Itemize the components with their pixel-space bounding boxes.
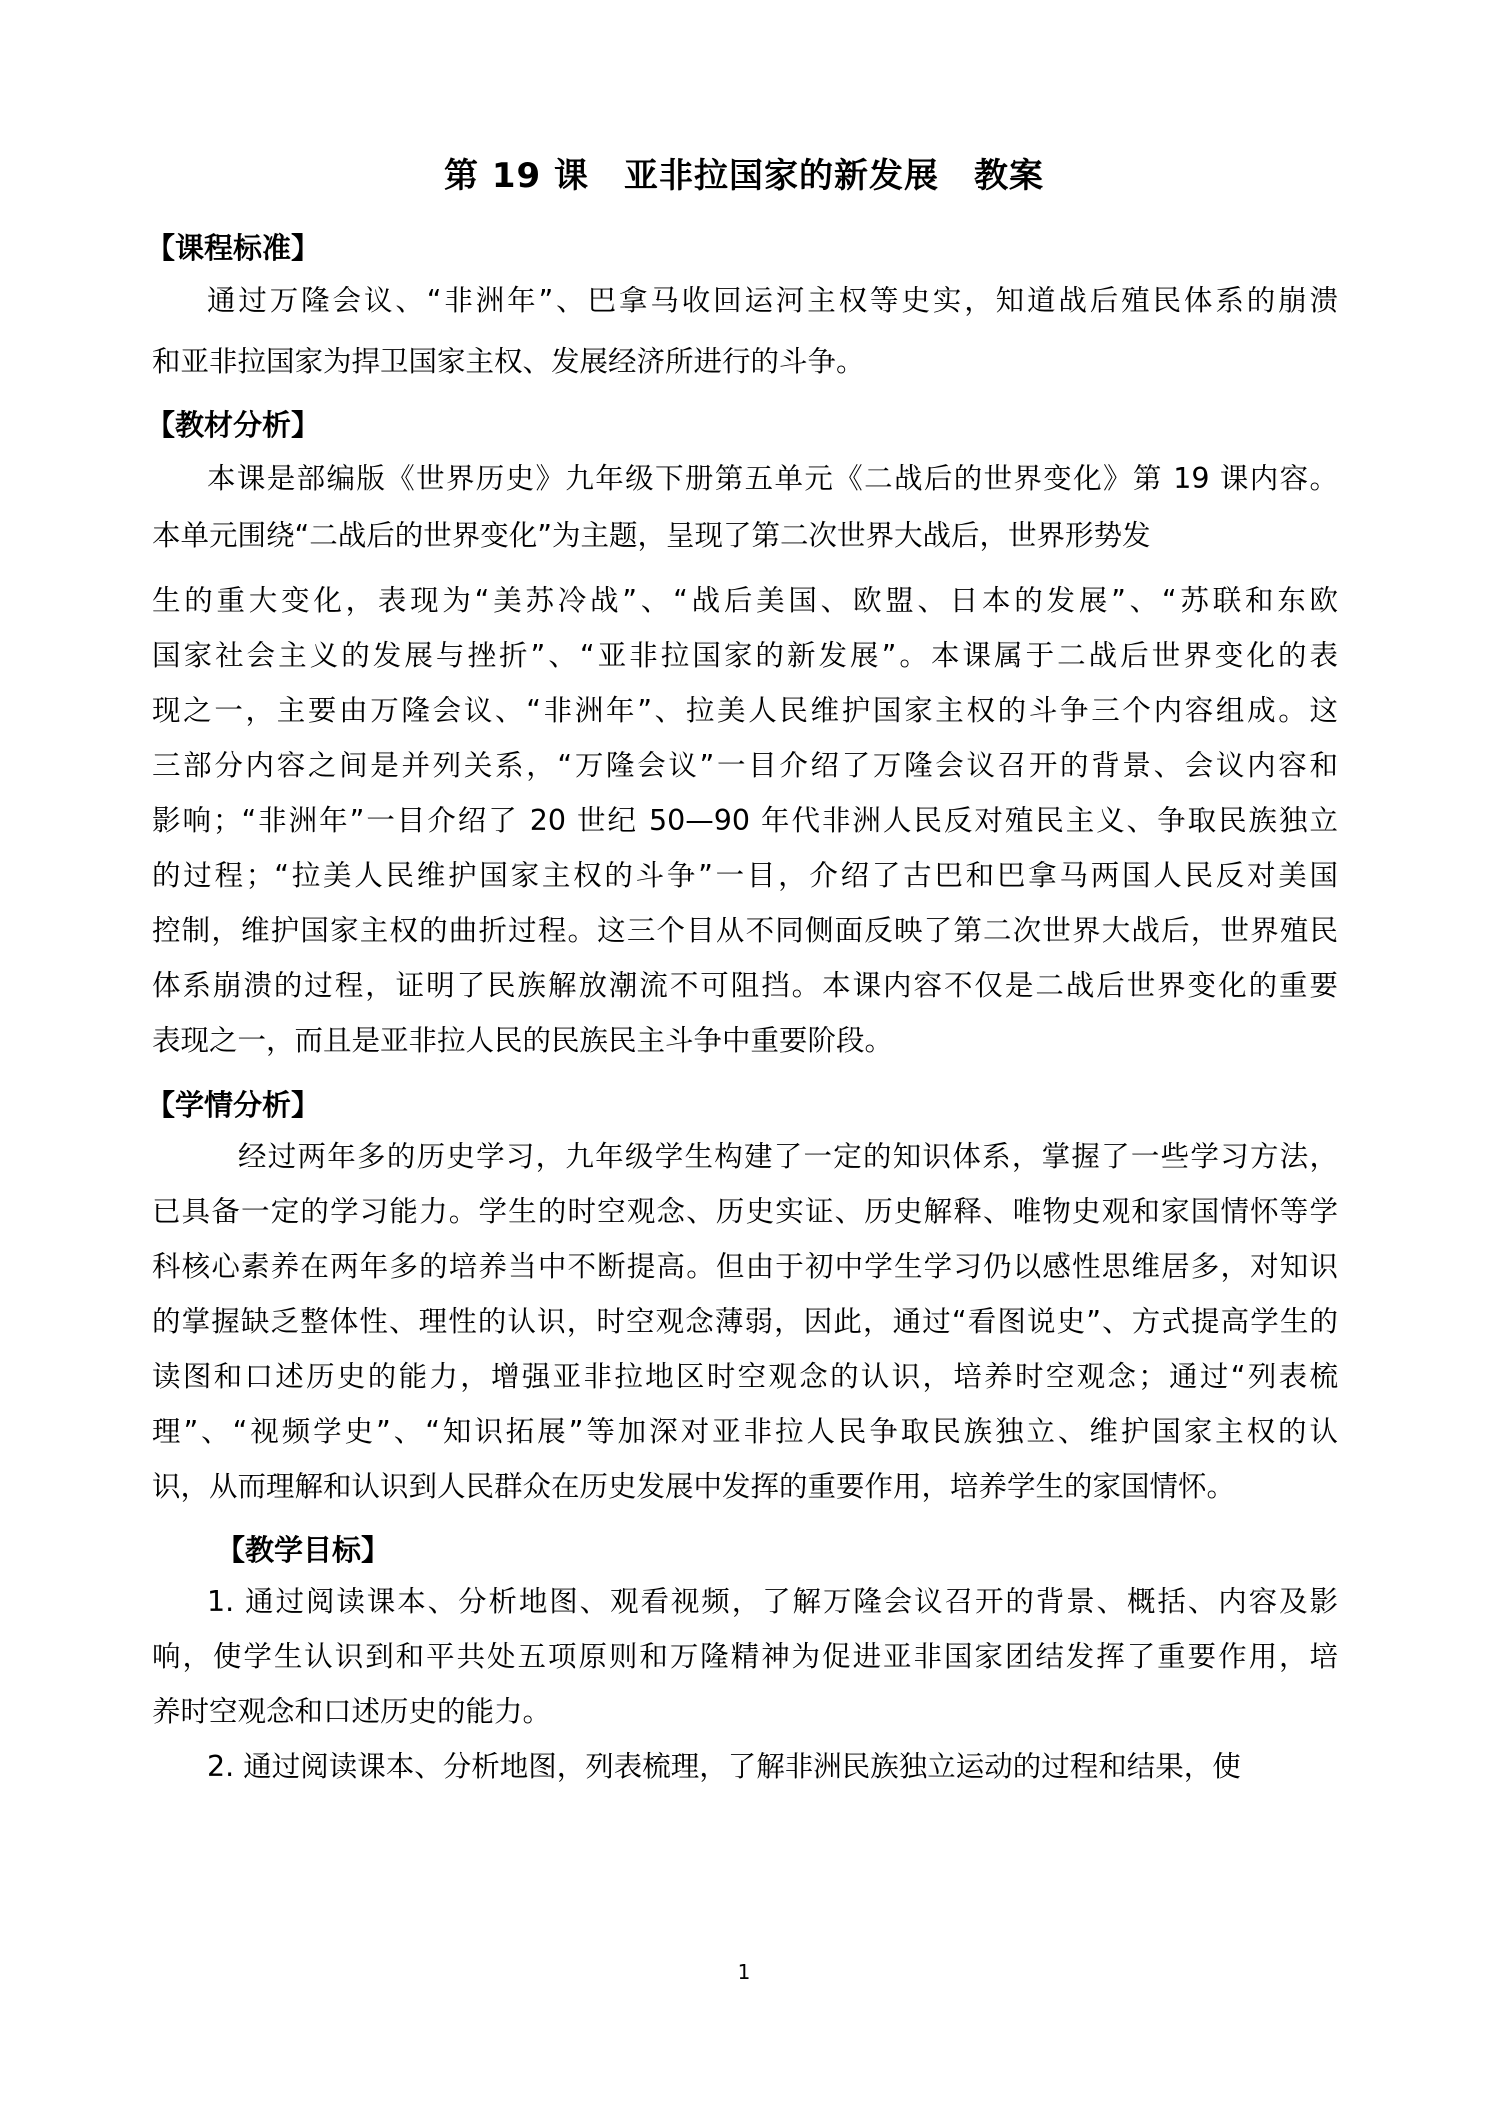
paragraph-line: 的掌握缺乏整体性、理性的认识，时空观念薄弱，因此，通过“看图说史”、方式提高学生的 xyxy=(152,1305,1338,1338)
paragraph-line: 本单元围绕“二战后的世界变化”为主题，呈现了第二次世界大战后，世界形势发 xyxy=(152,519,1151,552)
paragraph-line: 理”、“视频学史”、“知识拓展”等加深对亚非拉人民争取民族独立、维护国家主权的认 xyxy=(152,1415,1338,1448)
section-heading-course-standard: 【课程标准】 xyxy=(146,231,321,265)
section-heading-teaching-goals: 【教学目标】 xyxy=(216,1533,391,1567)
document-title: 第 19 课 亚非拉国家的新发展 教案 xyxy=(444,156,1044,196)
paragraph-line: 体系崩溃的过程，证明了民族解放潮流不可阻挡。本课内容不仅是二战后世界变化的重要 xyxy=(152,969,1338,1002)
paragraph-line: 本课是部编版《世界历史》九年级下册第五单元《二战后的世界变化》第 19 课内容。 xyxy=(207,462,1338,495)
paragraph-line: 和亚非拉国家为捍卫国家主权、发展经济所进行的斗争。 xyxy=(152,345,865,378)
section-heading-student-analysis: 【学情分析】 xyxy=(146,1088,321,1122)
paragraph-line: 识，从而理解和认识到人民群众在历史发展中发挥的重要作用，培养学生的家国情怀。 xyxy=(152,1470,1236,1503)
paragraph-line: 2. 通过阅读课本、分析地图，列表梳理，了解非洲民族独立运动的过程和结果，使 xyxy=(207,1750,1241,1783)
paragraph-line: 经过两年多的历史学习，九年级学生构建了一定的知识体系，掌握了一些学习方法， xyxy=(238,1140,1338,1173)
paragraph-line: 养时空观念和口述历史的能力。 xyxy=(152,1695,552,1728)
paragraph-line: 1. 通过阅读课本、分析地图、观看视频，了解万隆会议召开的背景、概括、内容及影 xyxy=(207,1585,1338,1618)
paragraph-line: 响，使学生认识到和平共处五项原则和万隆精神为促进亚非国家团结发挥了重要作用，培 xyxy=(152,1640,1338,1673)
page-number: 1 xyxy=(737,1960,751,1984)
paragraph-line: 已具备一定的学习能力。学生的时空观念、历史实证、历史解释、唯物史观和家国情怀等学 xyxy=(152,1195,1338,1228)
paragraph-line: 科核心素养在两年多的培养当中不断提高。但由于初中学生学习仍以感性思维居多，对知识 xyxy=(152,1250,1338,1283)
paragraph-line: 控制，维护国家主权的曲折过程。这三个目从不同侧面反映了第二次世界大战后，世界殖民 xyxy=(152,914,1338,947)
paragraph-line: 国家社会主义的发展与挫折”、“亚非拉国家的新发展”。本课属于二战后世界变化的表 xyxy=(152,639,1338,672)
paragraph-line: 通过万隆会议、“非洲年”、巴拿马收回运河主权等史实，知道战后殖民体系的崩溃 xyxy=(207,284,1338,317)
paragraph-line: 现之一，主要由万隆会议、“非洲年”、拉美人民维护国家主权的斗争三个内容组成。这 xyxy=(152,694,1338,727)
paragraph-line: 影响；“非洲年”一目介绍了 20 世纪 50—90 年代非洲人民反对殖民主义、争取民族独立 xyxy=(152,804,1338,837)
paragraph-line: 的过程；“拉美人民维护国家主权的斗争”一目，介绍了古巴和巴拿马两国人民反对美国 xyxy=(152,859,1338,892)
section-heading-material-analysis: 【教材分析】 xyxy=(146,408,321,442)
paragraph-line: 表现之一，而且是亚非拉人民的民族民主斗争中重要阶段。 xyxy=(152,1024,894,1057)
paragraph-line: 三部分内容之间是并列关系，“万隆会议”一目介绍了万隆会议召开的背景、会议内容和 xyxy=(152,749,1338,782)
paragraph-line: 读图和口述历史的能力，增强亚非拉地区时空观念的认识，培养时空观念；通过“列表梳 xyxy=(152,1360,1338,1393)
paragraph-line: 生的重大变化，表现为“美苏冷战”、“战后美国、欧盟、日本的发展”、“苏联和东欧 xyxy=(152,584,1338,617)
